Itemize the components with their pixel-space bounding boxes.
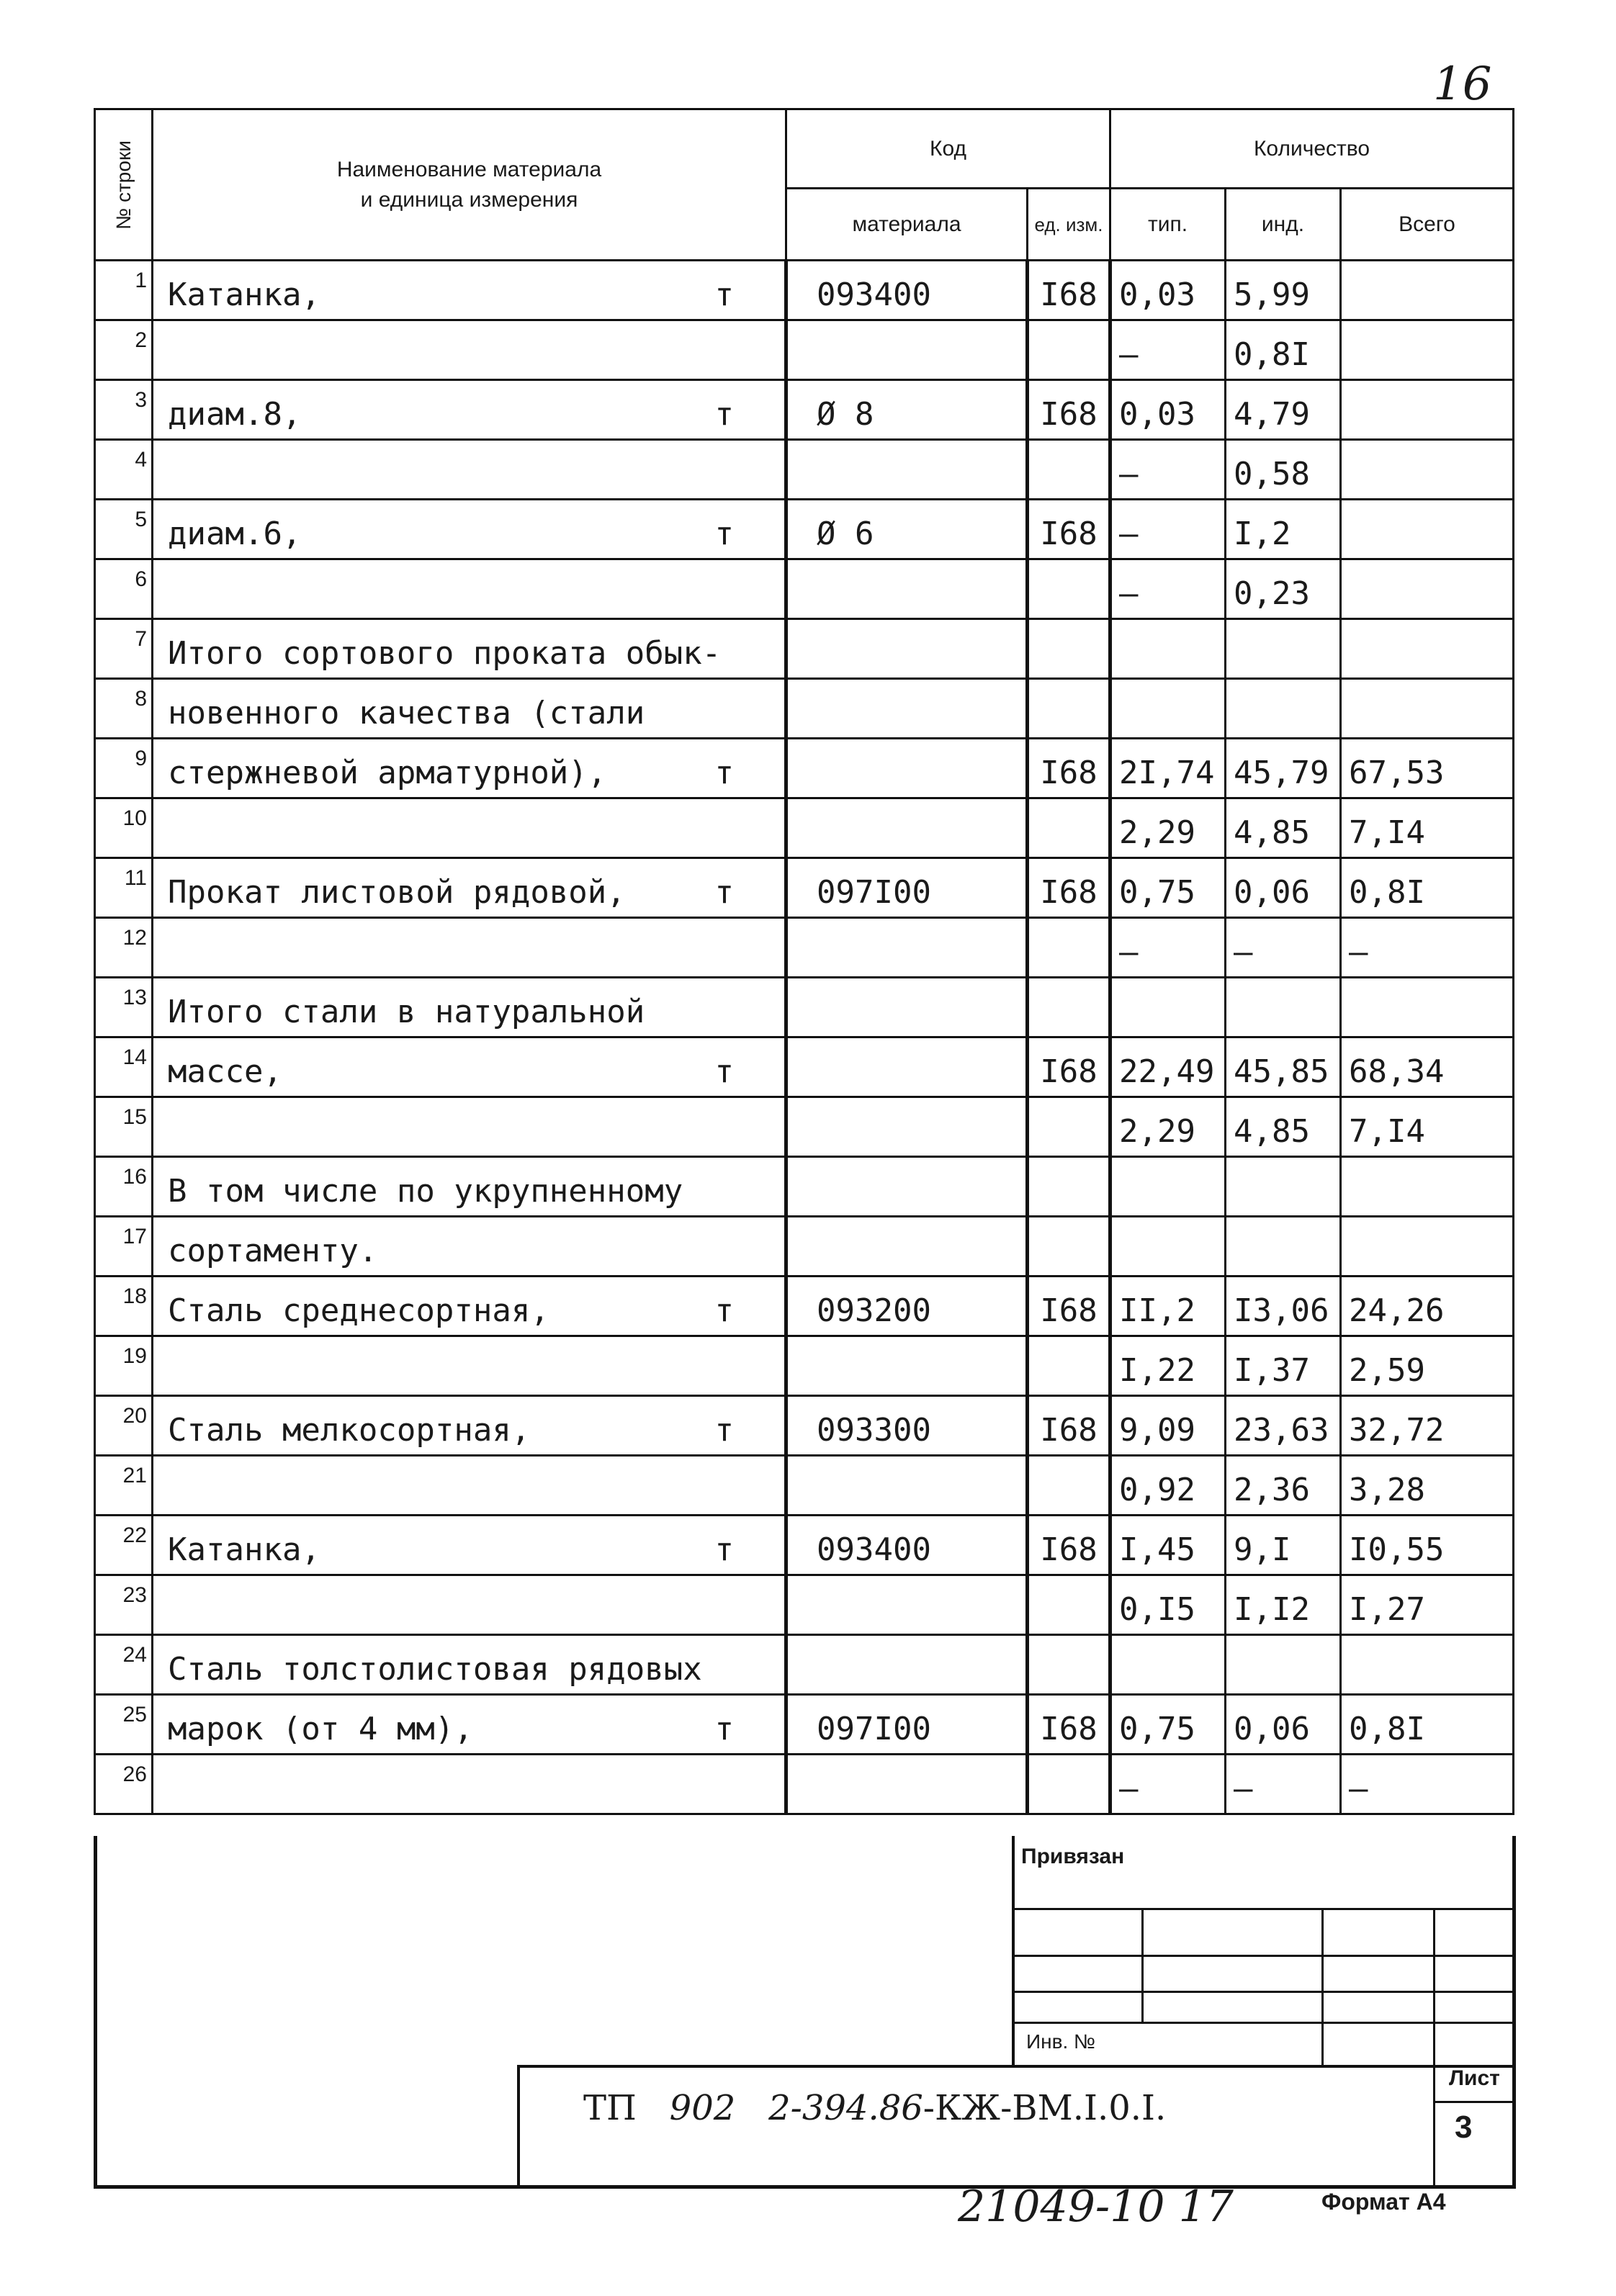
table-row <box>95 619 1514 679</box>
format-label: Формат А4 <box>1321 2189 1446 2215</box>
stamp-line-2 <box>1012 1955 1512 1957</box>
material-name-cell <box>153 1635 786 1695</box>
stamp-vline-2 <box>1321 1908 1324 2066</box>
qty-total: 7,I4 <box>1341 1097 1514 1157</box>
row-number: 2 <box>95 320 153 380</box>
qty-typ: 0,75 <box>1110 858 1226 918</box>
table-row <box>95 1037 1514 1097</box>
unit-code <box>1028 798 1110 858</box>
qty-ind: I3,06 <box>1226 1277 1341 1336</box>
material-name: диам.8, <box>168 396 302 433</box>
frame-left-lower <box>94 1836 97 2189</box>
unit-code <box>1028 1635 1110 1695</box>
qty-total <box>1341 559 1514 619</box>
qty-ind <box>1226 679 1341 739</box>
row-number: 17 <box>95 1217 153 1277</box>
unit-code: I68 <box>1028 1037 1110 1097</box>
title-block-left <box>517 2065 520 2189</box>
sheet-divider <box>1433 2101 1516 2103</box>
stamp-inv-label: Инв. № <box>1026 2030 1096 2053</box>
material-name-cell <box>153 1396 786 1456</box>
qty-typ: II,2 <box>1110 1277 1226 1336</box>
unit-code <box>1028 1157 1110 1217</box>
table-row <box>95 1217 1514 1277</box>
unit-code <box>1028 1336 1110 1396</box>
unit-code <box>1028 679 1110 739</box>
qty-typ <box>1110 1217 1226 1277</box>
qty-ind: 4,79 <box>1226 380 1341 440</box>
qty-typ: 2,29 <box>1110 798 1226 858</box>
material-code <box>786 1336 1028 1396</box>
material-code: Ø 8 <box>786 380 1028 440</box>
material-code <box>786 559 1028 619</box>
table-row <box>95 978 1514 1037</box>
sheet-label: Лист <box>1449 2066 1500 2090</box>
row-number: 23 <box>95 1575 153 1635</box>
row-number: 5 <box>95 500 153 559</box>
material-name-cell <box>153 500 786 559</box>
qty-typ: – <box>1110 320 1226 380</box>
qty-total <box>1341 1157 1514 1217</box>
qty-total: I,27 <box>1341 1575 1514 1635</box>
unit-code: I68 <box>1028 261 1110 320</box>
stamp-vline-1 <box>1141 1908 1144 2023</box>
qty-ind: 2,36 <box>1226 1456 1341 1516</box>
material-unit: т <box>714 276 734 313</box>
materials-table <box>94 108 1514 1815</box>
page-number: 16 <box>1433 58 1492 111</box>
qty-total <box>1341 1217 1514 1277</box>
table-row <box>95 380 1514 440</box>
material-name: марок (от 4 мм), <box>168 1711 473 1747</box>
table-row <box>95 679 1514 739</box>
header-code-material: материала <box>786 189 1028 261</box>
material-name-cell <box>153 380 786 440</box>
qty-ind: 23,63 <box>1226 1396 1341 1456</box>
qty-ind: I,37 <box>1226 1336 1341 1396</box>
material-code <box>786 440 1028 500</box>
material-code <box>786 619 1028 679</box>
row-number: 13 <box>95 978 153 1037</box>
material-unit: т <box>714 1292 734 1329</box>
qty-typ: I,45 <box>1110 1516 1226 1575</box>
row-number: 22 <box>95 1516 153 1575</box>
qty-ind: 4,85 <box>1226 1097 1341 1157</box>
unit-code <box>1028 1097 1110 1157</box>
material-code <box>786 1635 1028 1695</box>
qty-typ: 0,I5 <box>1110 1575 1226 1635</box>
qty-typ: 0,03 <box>1110 261 1226 320</box>
qty-total: 7,I4 <box>1341 798 1514 858</box>
qty-ind <box>1226 1217 1341 1277</box>
material-code <box>786 798 1028 858</box>
qty-ind: 0,06 <box>1226 1695 1341 1755</box>
qty-total: – <box>1341 1755 1514 1814</box>
material-name: Прокат листовой рядовой, <box>168 874 626 911</box>
stamp-bound-label: Привязан <box>1021 1845 1125 1868</box>
material-code <box>786 978 1028 1037</box>
frame-bottom <box>94 2185 1516 2189</box>
material-name: сортаменту. <box>168 1233 378 1269</box>
material-code: 097I00 <box>786 858 1028 918</box>
material-code: 093400 <box>786 261 1028 320</box>
row-number: 20 <box>95 1396 153 1456</box>
qty-ind: 0,8I <box>1226 320 1341 380</box>
unit-code <box>1028 1217 1110 1277</box>
qty-total <box>1341 440 1514 500</box>
sheet-number: 3 <box>1455 2110 1473 2145</box>
material-name-cell <box>153 1575 786 1635</box>
row-number: 6 <box>95 559 153 619</box>
header-qty-typ: тип. <box>1110 189 1226 261</box>
row-number: 1 <box>95 261 153 320</box>
row-number: 7 <box>95 619 153 679</box>
unit-code: I68 <box>1028 500 1110 559</box>
material-name: диам.6, <box>168 516 302 552</box>
table-row <box>95 559 1514 619</box>
table-row <box>95 858 1514 918</box>
material-name-cell <box>153 1037 786 1097</box>
material-unit: т <box>714 1412 734 1449</box>
unit-code: I68 <box>1028 1516 1110 1575</box>
qty-total: 3,28 <box>1341 1456 1514 1516</box>
row-number: 18 <box>95 1277 153 1336</box>
row-number: 4 <box>95 440 153 500</box>
stamp-left-border <box>1012 1836 1015 2066</box>
qty-ind: 9,I <box>1226 1516 1341 1575</box>
material-code <box>786 1456 1028 1516</box>
qty-total: I0,55 <box>1341 1516 1514 1575</box>
material-name: Сталь среднесортная, <box>168 1292 549 1329</box>
material-name-cell <box>153 559 786 619</box>
material-unit: т <box>714 1531 734 1568</box>
table-row <box>95 1396 1514 1456</box>
qty-total: 2,59 <box>1341 1336 1514 1396</box>
table-row <box>95 798 1514 858</box>
material-code: 093200 <box>786 1277 1028 1336</box>
qty-typ <box>1110 1157 1226 1217</box>
table-row <box>95 1157 1514 1217</box>
row-number: 11 <box>95 858 153 918</box>
material-name-cell <box>153 1516 786 1575</box>
unit-code <box>1028 1575 1110 1635</box>
qty-ind <box>1226 1635 1341 1695</box>
table-row <box>95 500 1514 559</box>
header-code-unit: ед. изм. <box>1028 189 1110 261</box>
header-qty-total: Всего <box>1341 189 1514 261</box>
material-name: В том числе по укрупненному <box>168 1173 683 1210</box>
row-number: 16 <box>95 1157 153 1217</box>
table-row <box>95 440 1514 500</box>
material-name: Сталь толстолистовая рядовых <box>168 1651 702 1688</box>
material-code <box>786 1217 1028 1277</box>
row-number: 10 <box>95 798 153 858</box>
table-row <box>95 1635 1514 1695</box>
qty-typ: – <box>1110 500 1226 559</box>
qty-total: 0,8I <box>1341 858 1514 918</box>
row-number: 15 <box>95 1097 153 1157</box>
material-name-cell <box>153 619 786 679</box>
qty-ind: I,I2 <box>1226 1575 1341 1635</box>
header-material-name: Наименование материала и единица измерения <box>153 109 786 261</box>
unit-code <box>1028 1456 1110 1516</box>
footer-handwritten: 21049-10 17 <box>958 2182 1234 2232</box>
table-row <box>95 1456 1514 1516</box>
unit-code <box>1028 320 1110 380</box>
table-row <box>95 1695 1514 1755</box>
table-row <box>95 1575 1514 1635</box>
row-number: 12 <box>95 918 153 978</box>
qty-ind: 0,58 <box>1226 440 1341 500</box>
material-name: массе, <box>168 1053 282 1090</box>
row-number: 19 <box>95 1336 153 1396</box>
unit-code: I68 <box>1028 1396 1110 1456</box>
table-row <box>95 918 1514 978</box>
material-name-cell <box>153 440 786 500</box>
qty-ind: 0,23 <box>1226 559 1341 619</box>
material-code <box>786 320 1028 380</box>
qty-ind: 5,99 <box>1226 261 1341 320</box>
row-number: 26 <box>95 1755 153 1814</box>
row-number: 24 <box>95 1635 153 1695</box>
material-code <box>786 1037 1028 1097</box>
qty-total <box>1341 261 1514 320</box>
material-name-cell <box>153 261 786 320</box>
qty-total: – <box>1341 918 1514 978</box>
row-number: 21 <box>95 1456 153 1516</box>
table-row <box>95 320 1514 380</box>
material-unit: т <box>714 396 734 433</box>
qty-typ: 0,03 <box>1110 380 1226 440</box>
material-unit: т <box>714 1053 734 1090</box>
material-unit: т <box>714 755 734 791</box>
material-name-cell <box>153 858 786 918</box>
row-number: 9 <box>95 739 153 798</box>
stamp-line-3 <box>1012 1991 1512 1993</box>
qty-total <box>1341 1635 1514 1695</box>
unit-code: I68 <box>1028 739 1110 798</box>
qty-total: 68,34 <box>1341 1037 1514 1097</box>
qty-total: 32,72 <box>1341 1396 1514 1456</box>
material-name-cell <box>153 1456 786 1516</box>
qty-ind: 0,06 <box>1226 858 1341 918</box>
unit-code <box>1028 978 1110 1037</box>
table-row <box>95 1516 1514 1575</box>
header-code: Код <box>786 109 1110 189</box>
material-name: Итого сортового проката обык- <box>168 635 722 672</box>
material-name-cell <box>153 739 786 798</box>
qty-typ: – <box>1110 559 1226 619</box>
qty-typ: – <box>1110 440 1226 500</box>
material-name-cell <box>153 1217 786 1277</box>
stamp-line-4 <box>1012 2022 1512 2024</box>
qty-ind: 45,85 <box>1226 1037 1341 1097</box>
qty-typ: 2,29 <box>1110 1097 1226 1157</box>
material-name-cell <box>153 978 786 1037</box>
material-code <box>786 1575 1028 1635</box>
material-code <box>786 1097 1028 1157</box>
stamp-vline-3 <box>1433 1908 1435 2189</box>
row-number: 8 <box>95 679 153 739</box>
document-code: ТП 902 2-394.86-КЖ-ВМ.I.0.I. <box>583 2088 1167 2128</box>
qty-typ: 0,75 <box>1110 1695 1226 1755</box>
qty-typ: – <box>1110 918 1226 978</box>
unit-code <box>1028 619 1110 679</box>
table-row <box>95 1755 1514 1814</box>
qty-ind: – <box>1226 918 1341 978</box>
material-name: Сталь мелкосортная, <box>168 1412 531 1449</box>
qty-total <box>1341 679 1514 739</box>
row-number: 14 <box>95 1037 153 1097</box>
qty-typ <box>1110 1635 1226 1695</box>
header-row-number: № строки <box>95 109 153 261</box>
material-code <box>786 739 1028 798</box>
table-row <box>95 739 1514 798</box>
qty-ind: 45,79 <box>1226 739 1341 798</box>
unit-code <box>1028 559 1110 619</box>
unit-code <box>1028 440 1110 500</box>
material-name: стержневой арматурной), <box>168 755 607 791</box>
material-name-cell <box>153 1755 786 1814</box>
qty-typ: 9,09 <box>1110 1396 1226 1456</box>
qty-ind: – <box>1226 1755 1341 1814</box>
qty-typ <box>1110 978 1226 1037</box>
qty-typ: I,22 <box>1110 1336 1226 1396</box>
material-code: 093400 <box>786 1516 1028 1575</box>
material-unit: т <box>714 1711 734 1747</box>
qty-total: 0,8I <box>1341 1695 1514 1755</box>
qty-ind <box>1226 978 1341 1037</box>
material-name-cell <box>153 320 786 380</box>
unit-code <box>1028 1755 1110 1814</box>
material-name-cell <box>153 1277 786 1336</box>
qty-ind <box>1226 619 1341 679</box>
unit-code: I68 <box>1028 858 1110 918</box>
table-row <box>95 261 1514 320</box>
unit-code: I68 <box>1028 1695 1110 1755</box>
material-code <box>786 1157 1028 1217</box>
qty-typ: 22,49 <box>1110 1037 1226 1097</box>
material-name: Катанка, <box>168 276 320 313</box>
unit-code: I68 <box>1028 1277 1110 1336</box>
material-code <box>786 918 1028 978</box>
qty-total <box>1341 380 1514 440</box>
qty-total <box>1341 320 1514 380</box>
table-row <box>95 1277 1514 1336</box>
material-code <box>786 1755 1028 1814</box>
table-row <box>95 1336 1514 1396</box>
qty-typ: 0,92 <box>1110 1456 1226 1516</box>
qty-ind: I,2 <box>1226 500 1341 559</box>
qty-total <box>1341 619 1514 679</box>
title-block-top <box>517 2065 1516 2068</box>
stamp-line-1 <box>1012 1908 1512 1910</box>
qty-ind: 4,85 <box>1226 798 1341 858</box>
qty-total <box>1341 978 1514 1037</box>
table-row <box>95 1097 1514 1157</box>
material-code <box>786 679 1028 739</box>
material-code: Ø 6 <box>786 500 1028 559</box>
material-name-cell <box>153 679 786 739</box>
qty-total: 24,26 <box>1341 1277 1514 1336</box>
unit-code <box>1028 918 1110 978</box>
material-code: 097I00 <box>786 1695 1028 1755</box>
header-qty-ind: инд. <box>1226 189 1341 261</box>
header-quantity: Количество <box>1110 109 1514 189</box>
material-name-cell <box>153 1695 786 1755</box>
material-unit: т <box>714 874 734 911</box>
material-name-cell <box>153 1336 786 1396</box>
qty-typ <box>1110 619 1226 679</box>
material-name-cell <box>153 918 786 978</box>
row-number: 3 <box>95 380 153 440</box>
unit-code: I68 <box>1028 380 1110 440</box>
material-code: 093300 <box>786 1396 1028 1456</box>
material-unit: т <box>714 516 734 552</box>
qty-typ: 2I,74 <box>1110 739 1226 798</box>
qty-typ: – <box>1110 1755 1226 1814</box>
material-name: Итого стали в натуральной <box>168 994 645 1030</box>
material-name-cell <box>153 1157 786 1217</box>
material-name: новенного качества (стали <box>168 695 645 731</box>
frame-right-lower <box>1512 1836 1516 2189</box>
qty-typ <box>1110 679 1226 739</box>
material-name: Катанка, <box>168 1531 320 1568</box>
row-number: 25 <box>95 1695 153 1755</box>
qty-total: 67,53 <box>1341 739 1514 798</box>
qty-total <box>1341 500 1514 559</box>
material-name-cell <box>153 1097 786 1157</box>
qty-ind <box>1226 1157 1341 1217</box>
material-name-cell <box>153 798 786 858</box>
